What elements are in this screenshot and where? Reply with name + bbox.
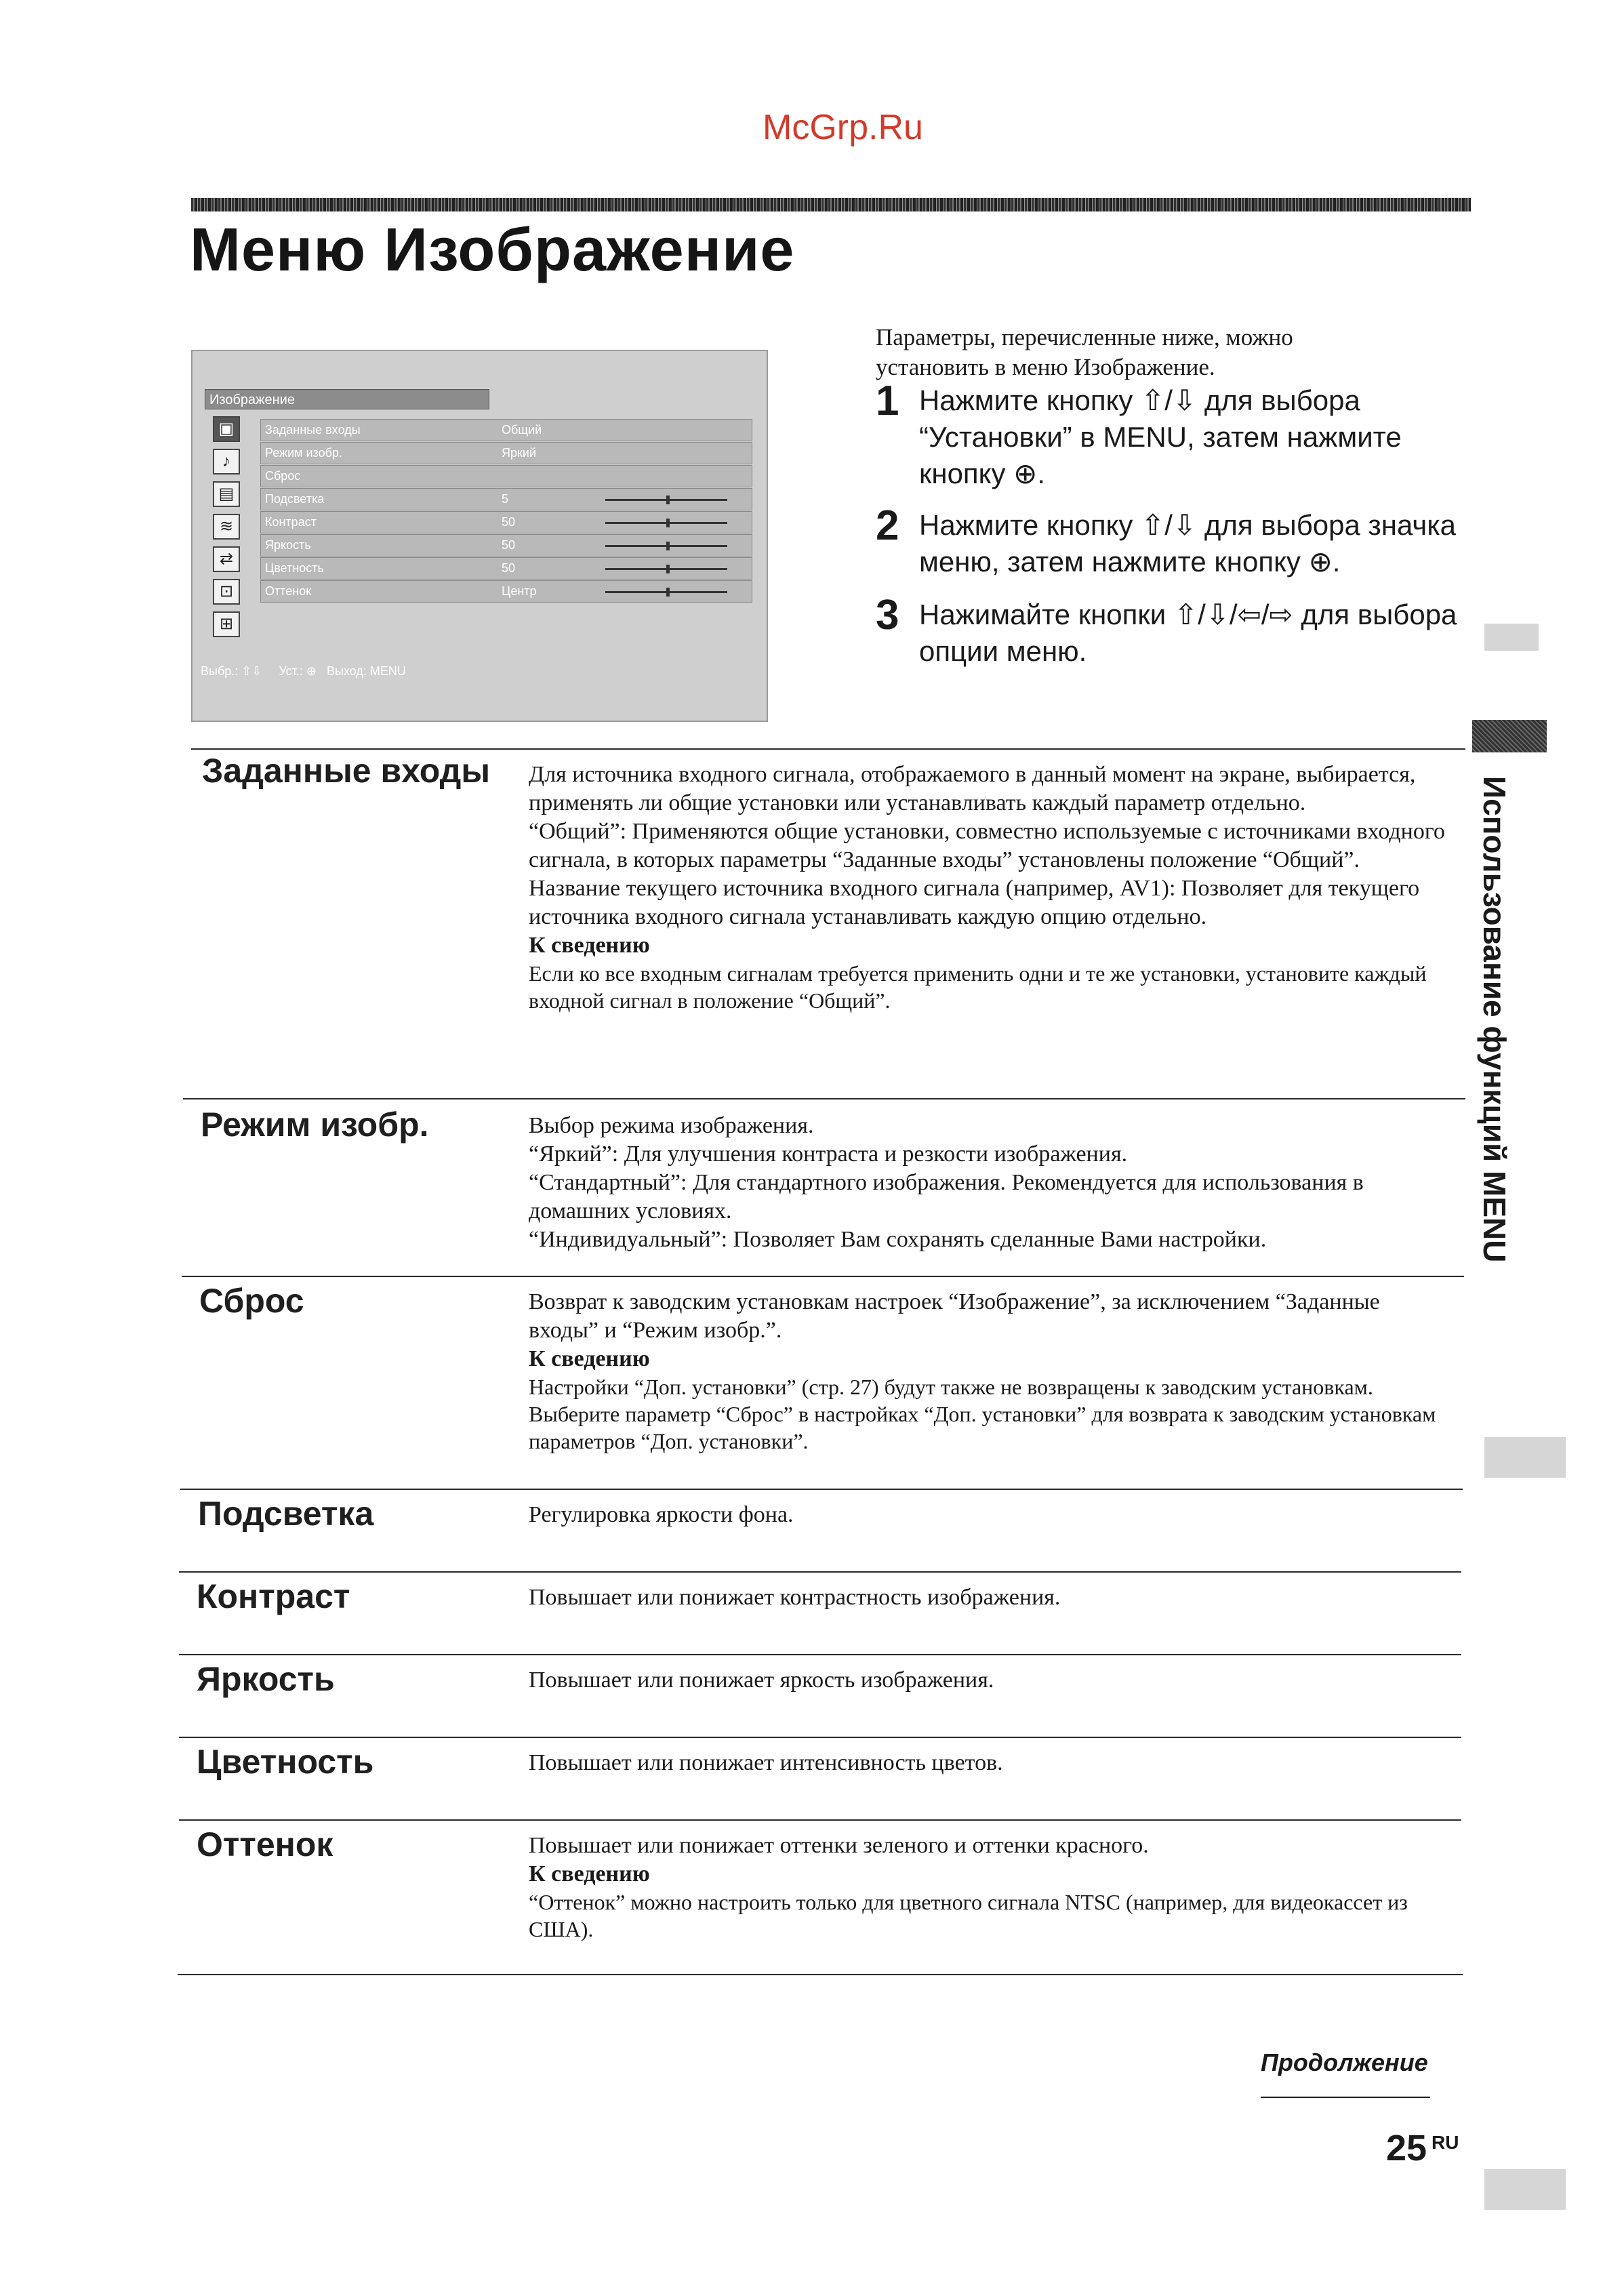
page-title: Меню Изображение — [190, 216, 795, 284]
menu-row: Сброс — [260, 465, 752, 487]
page-language: RU — [1432, 2132, 1459, 2153]
note-text: Если ко все входным сигналам требуется применить одни и те же установки, установите каждый входной сигнал в положение “Общий”. — [529, 961, 1427, 1013]
level-bar — [605, 568, 727, 570]
note-heading: К сведению — [529, 1346, 650, 1371]
section-title: Подсветка — [198, 1495, 374, 1533]
divider — [180, 1489, 1463, 1490]
screen-icon: ▤ — [213, 481, 240, 507]
picture-icon: ▣ — [213, 416, 240, 442]
note-text: “Оттенок” можно настроить только для цветного сигнала NTSC (например, для видеокассет из США). — [529, 1890, 1408, 1941]
section-body: Регулировка яркости фона. — [529, 1502, 794, 1527]
section-title: Цветность — [197, 1743, 374, 1781]
level-bar — [605, 522, 727, 524]
divider — [191, 748, 1465, 750]
divider — [183, 1098, 1465, 1099]
divider — [182, 1276, 1464, 1277]
sound-icon: ♪ — [213, 449, 240, 474]
section-body: Повышает или понижает оттенки зеленого и оттенки красного. К сведению “Оттенок” можно настроить только для цветного сигнала NTSC (например, для видеокассет из США). — [529, 1832, 1450, 1943]
menu-row: Яркость 50 — [260, 534, 752, 557]
note-heading: К сведению — [529, 933, 650, 958]
section-body: Повышает или понижает контрастность изображения. — [529, 1585, 1061, 1610]
level-bar — [605, 591, 727, 593]
level-bar — [605, 499, 727, 501]
page-number: 25 — [1386, 2128, 1427, 2168]
divider — [178, 1974, 1463, 1975]
side-tab-label: Использование функций MENU — [1477, 776, 1512, 1263]
section-title: Заданные входы — [202, 752, 491, 790]
section-body: Для источника входного сигнала, отображаемого в данный момент на экране, выбирается, применять ли общие установки или устанавливать каждый параметр отдельно. “Общий”: Применяются общие установки, совместно используемые с источниками входного сигнала, в которых параметры “Заданные входы” установлены положение “Общий”. Название текущего источника входного сигнала (например, AV1): Позволяет для текущего источника входного сигнала устанавливать каждую опцию отдельно. К сведению Если ко все входным сигналам требуется применить одни и те же установки, установите каждый входной сигнал в положение “Общий”. — [529, 761, 1450, 1014]
section-body: Выбор режима изображения. “Яркий”: Для улучшения контраста и резкости изображения. “Стандартный”: Для стандартного изображения. Рекомендуется для использования в домашних условиях. “Индивидуальный”: Позволяет Вам сохранять сделанные Вами настройки. — [529, 1113, 1364, 1252]
divider — [179, 1571, 1461, 1573]
input-icon: ⇄ — [213, 546, 240, 572]
divider — [179, 1654, 1461, 1655]
section-title: Сброс — [199, 1282, 304, 1320]
divider — [179, 1737, 1461, 1738]
scan-speck — [1484, 1437, 1566, 1478]
watermark: McGrp.Ru — [763, 108, 923, 147]
menu-row: Контраст 50 — [260, 511, 752, 533]
pc-setup-icon: ⊞ — [213, 611, 240, 637]
level-bar — [605, 545, 727, 547]
note-text: Настройки “Доп. установки” (стр. 27) будут также не возвращены к заводским установкам. Выберите параметр “Сброс” в настройках “Доп. установки” для возврата к заводским установкам параметров “Доп. установки”. — [529, 1375, 1436, 1453]
section-body: Возврат к заводским установкам настроек “Изображение”, за исключением “Заданные входы” и “Режим изобр.”. К сведению Настройки “Доп. установки” (стр. 27) будут также не возвращены к заводским установкам. Выберите параметр “Сброс” в настройках “Доп. установки” для возврата к заводским установкам параметров “Доп. установки”. — [529, 1288, 1450, 1455]
section-body: Повышает или понижает яркость изображения. — [529, 1668, 994, 1693]
side-tab-marker — [1472, 720, 1547, 752]
section-title: Оттенок — [197, 1825, 333, 1863]
header-band — [191, 198, 1471, 211]
menu-row: Цветность 50 — [260, 557, 752, 580]
menu-row: Оттенок Центр — [260, 580, 752, 603]
menu-footer: Выбр.: ⇧⇩ Уст.: ⊕ Выход: MENU — [201, 664, 406, 678]
section-title: Яркость — [197, 1660, 335, 1698]
menu-header: Изображение — [205, 389, 489, 409]
menu-row: Подсветка 5 — [260, 488, 752, 510]
section-body: Повышает или понижает интенсивность цветов. — [529, 1750, 1003, 1775]
menu-rows — [260, 419, 752, 603]
continued-underline — [1261, 2097, 1430, 2098]
scan-speck — [1484, 624, 1539, 651]
menu-screenshot — [191, 350, 768, 722]
section-title: Контраст — [197, 1577, 350, 1615]
scan-speck — [1484, 2169, 1566, 2210]
note-heading: К сведению — [529, 1861, 650, 1886]
menu-icon-column — [207, 416, 247, 644]
menu-row: Режим изобр. Яркий — [260, 442, 752, 464]
channel-icon: ≋ — [213, 514, 240, 540]
divider — [179, 1819, 1461, 1821]
intro-text: Параметры, перечисленные ниже, можно установить в меню Изображение. — [876, 324, 1293, 380]
setup-icon: ⊡ — [213, 579, 240, 605]
continued-label: Продолжение — [1261, 2048, 1428, 2076]
section-title: Режим изобр. — [201, 1106, 429, 1144]
menu-row: Заданные входы Общий — [260, 419, 752, 441]
